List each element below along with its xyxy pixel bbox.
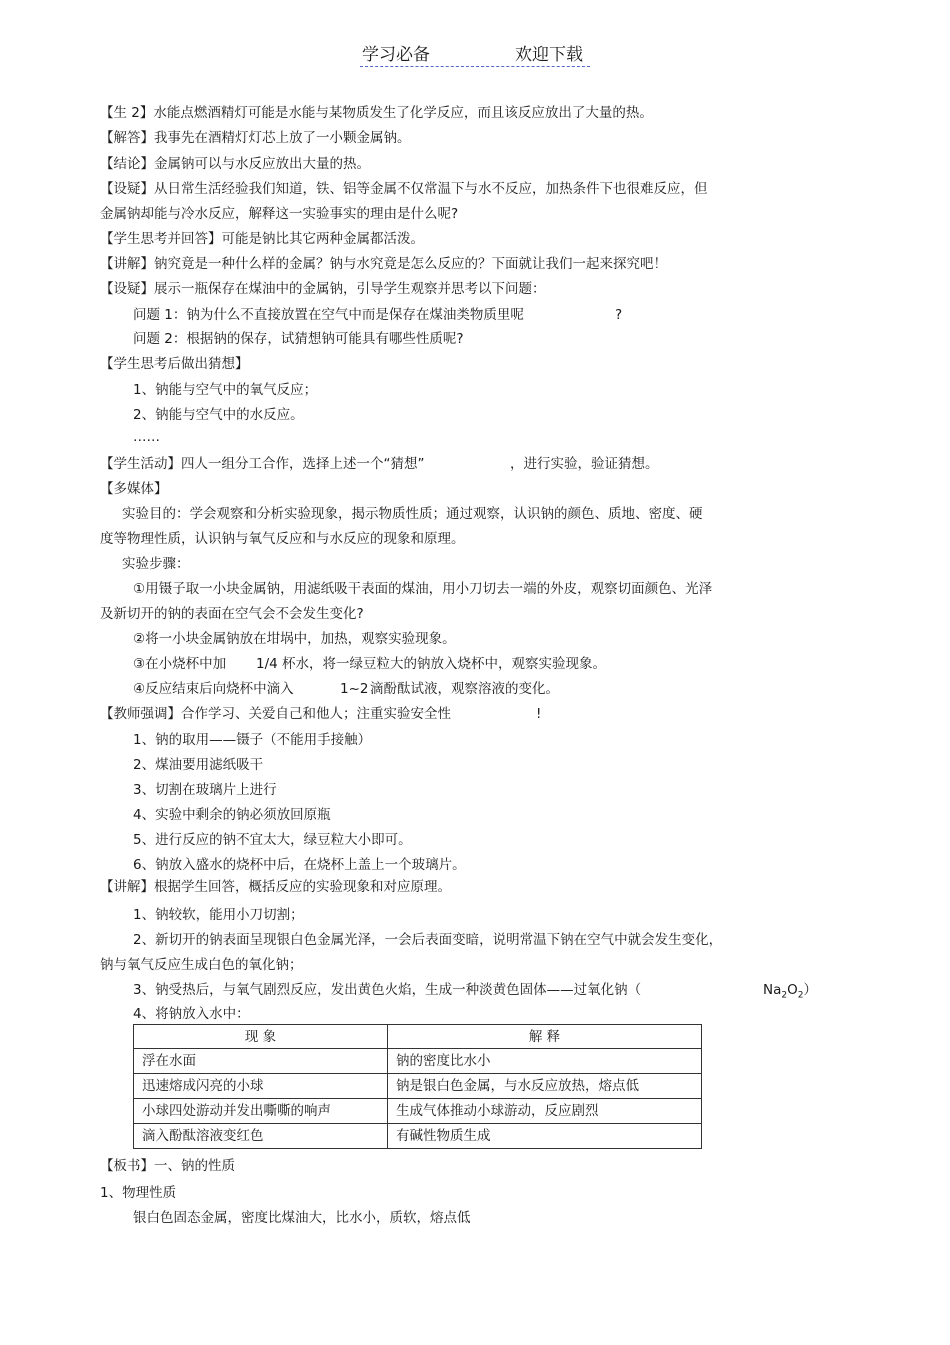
line-step-3-a: ③在小烧杯中加 [133,656,227,672]
line-emphasis-mark: ! [536,706,542,722]
line-jielun: 【结论】金属钠可以与水反应放出大量的热。 [100,156,370,172]
line-emphasis: 【教师强调】合作学习、关爱自己和他人；注重实验安全性 [100,706,451,722]
line-guess-heading: 【学生思考后做出猜想】 [100,356,249,372]
line-sheng2: 【生 2】水能点燃酒精灯可能是水能与某物质发生了化学反应，而且该反应放出了大量的热。 [100,105,653,121]
line-activity: 【学生活动】四人一组分工合作，选择上述一个“猜想” [100,456,425,472]
table-cell-explanation: 钠的密度比水小 [388,1049,702,1074]
line-question-1-mark: ? [615,307,623,323]
line-guess-2: 2、钠能与空气中的水反应。 [133,407,304,423]
line-ellipsis: …… [133,429,160,445]
line-step-4-b: 1~2 [340,681,369,697]
line-step-3-b: 1/4 [256,656,278,672]
line-jiangjie-1: 【讲解】钠究竟是一种什么样的金属？钠与水究竟是怎么反应的？下面就让我们一起来探究吧！ [100,256,667,272]
header-left: 学习必备 [362,45,430,65]
line-activity-cont: ，进行实验，验证猜想。 [510,456,659,472]
line-jiangjie-2: 【讲解】根据学生回答，概括反应的实验现象和对应原理。 [100,879,451,895]
page-header [360,40,590,67]
table-row [134,1124,702,1149]
table-cell-phenomenon: 浮在水面 [134,1049,388,1074]
reaction-table [133,1024,702,1149]
line-physical-properties: 1、物理性质 [100,1185,177,1201]
line-jieda: 【解答】我事先在酒精灯灯芯上放了一小颗金属钠。 [100,130,411,146]
line-physical-desc: 银白色固态金属，密度比煤油大，比水小，质软，熔点低 [133,1210,471,1226]
line-result-2: 2、新切开的钠表面呈现银白色金属光泽，一会后表面变暗，说明常温下钠在空气中就会发生变化， [133,932,723,948]
line-safety-3: 3、切割在玻璃片上进行 [133,782,277,798]
line-purpose-cont: 度等物理性质，认识钠与氧气反应和与水反应的现象和原理。 [100,531,465,547]
table-row [134,1049,702,1074]
table-row [134,1074,702,1099]
line-sheyi-2: 【设疑】展示一瓶保存在煤油中的金属钠，引导学生观察并思考以下问题： [100,281,546,297]
line-steps-heading: 实验步骤： [122,556,190,572]
line-result-3: 3、钠受热后，与氧气剧烈反应，发出黄色火焰，生成一种淡黄色固体——过氧化钠（ [133,982,642,998]
line-step-4-a: ④反应结束后向烧杯中滴入 [133,681,294,697]
formula-na2o2: $Na_2O_2$） [763,982,817,1001]
line-result-2-cont: 钠与氧气反应生成白色的氧化钠； [100,957,303,973]
table-header-phenomenon: 现 象 [134,1025,388,1049]
line-step-1: ①用镊子取一小块金属钠，用滤纸吸干表面的煤油，用小刀切去一端的外皮，观察切面颜色、光泽 [133,581,713,597]
line-guess-1: 1、钠能与空气中的氧气反应； [133,382,318,398]
table-row [134,1099,702,1124]
line-sheyi-1: 【设疑】从日常生活经验我们知道，铁、铝等金属不仅常温下与水不反应，加热条件下也很难反应，但 [100,181,708,197]
line-safety-2: 2、煤油要用滤纸吸干 [133,757,264,773]
line-board-heading: 【板书】一、钠的性质 [100,1158,235,1174]
table-header-row [134,1025,702,1049]
line-result-4: 4、将钠放入水中： [133,1006,250,1022]
line-purpose: 实验目的：学会观察和分析实验现象，揭示物质性质；通过观察，认识钠的颜色、质地、密度、硬 [122,506,703,522]
line-step-4-c: 滴酚酞试液，观察溶液的变化。 [370,681,559,697]
line-step-2: ②将一小块金属钠放在坩埚中，加热，观察实验现象。 [133,631,456,647]
line-step-1-cont: 及新切开的钠的表面在空气会不会发生变化? [100,606,364,622]
line-sheyi-1-cont: 金属钠却能与冷水反应，解释这一实验事实的理由是什么呢? [100,206,459,222]
line-safety-4: 4、实验中剩余的钠必须放回原瓶 [133,807,331,823]
line-step-3-c: 杯水，将一绿豆粒大的钠放入烧杯中，观察实验现象。 [282,656,606,672]
line-safety-5: 5、进行反应的钠不宜太大，绿豆粒大小即可。 [133,832,412,848]
line-question-1: 问题 1：钠为什么不直接放置在空气中而是保存在煤油类物质里呢 [133,307,524,323]
table-cell-explanation: 生成气体推动小球游动，反应剧烈 [388,1099,702,1124]
line-safety-1: 1、钠的取用——镊子（不能用手接触） [133,732,372,748]
line-result-1: 1、钠较软，能用小刀切割； [133,907,304,923]
table-cell-phenomenon: 小球四处游动并发出嘶嘶的响声 [134,1099,388,1124]
table-cell-phenomenon: 滴入酚酞溶液变红色 [134,1124,388,1149]
line-multimedia: 【多媒体】 [100,481,168,497]
table-cell-explanation: 有碱性物质生成 [388,1124,702,1149]
table-cell-explanation: 钠是银白色金属，与水反应放热，熔点低 [388,1074,702,1099]
header-right: 欢迎下载 [515,45,583,65]
line-student-answer: 【学生思考并回答】可能是钠比其它两种金属都活泼。 [100,231,424,247]
line-safety-6: 6、钠放入盛水的烧杯中后，在烧杯上盖上一个玻璃片。 [133,857,466,873]
table-header-explanation: 解 释 [388,1025,702,1049]
table-cell-phenomenon: 迅速熔成闪亮的小球 [134,1074,388,1099]
line-question-2: 问题 2：根据钠的保存，试猜想钠可能具有哪些性质呢? [133,331,464,347]
